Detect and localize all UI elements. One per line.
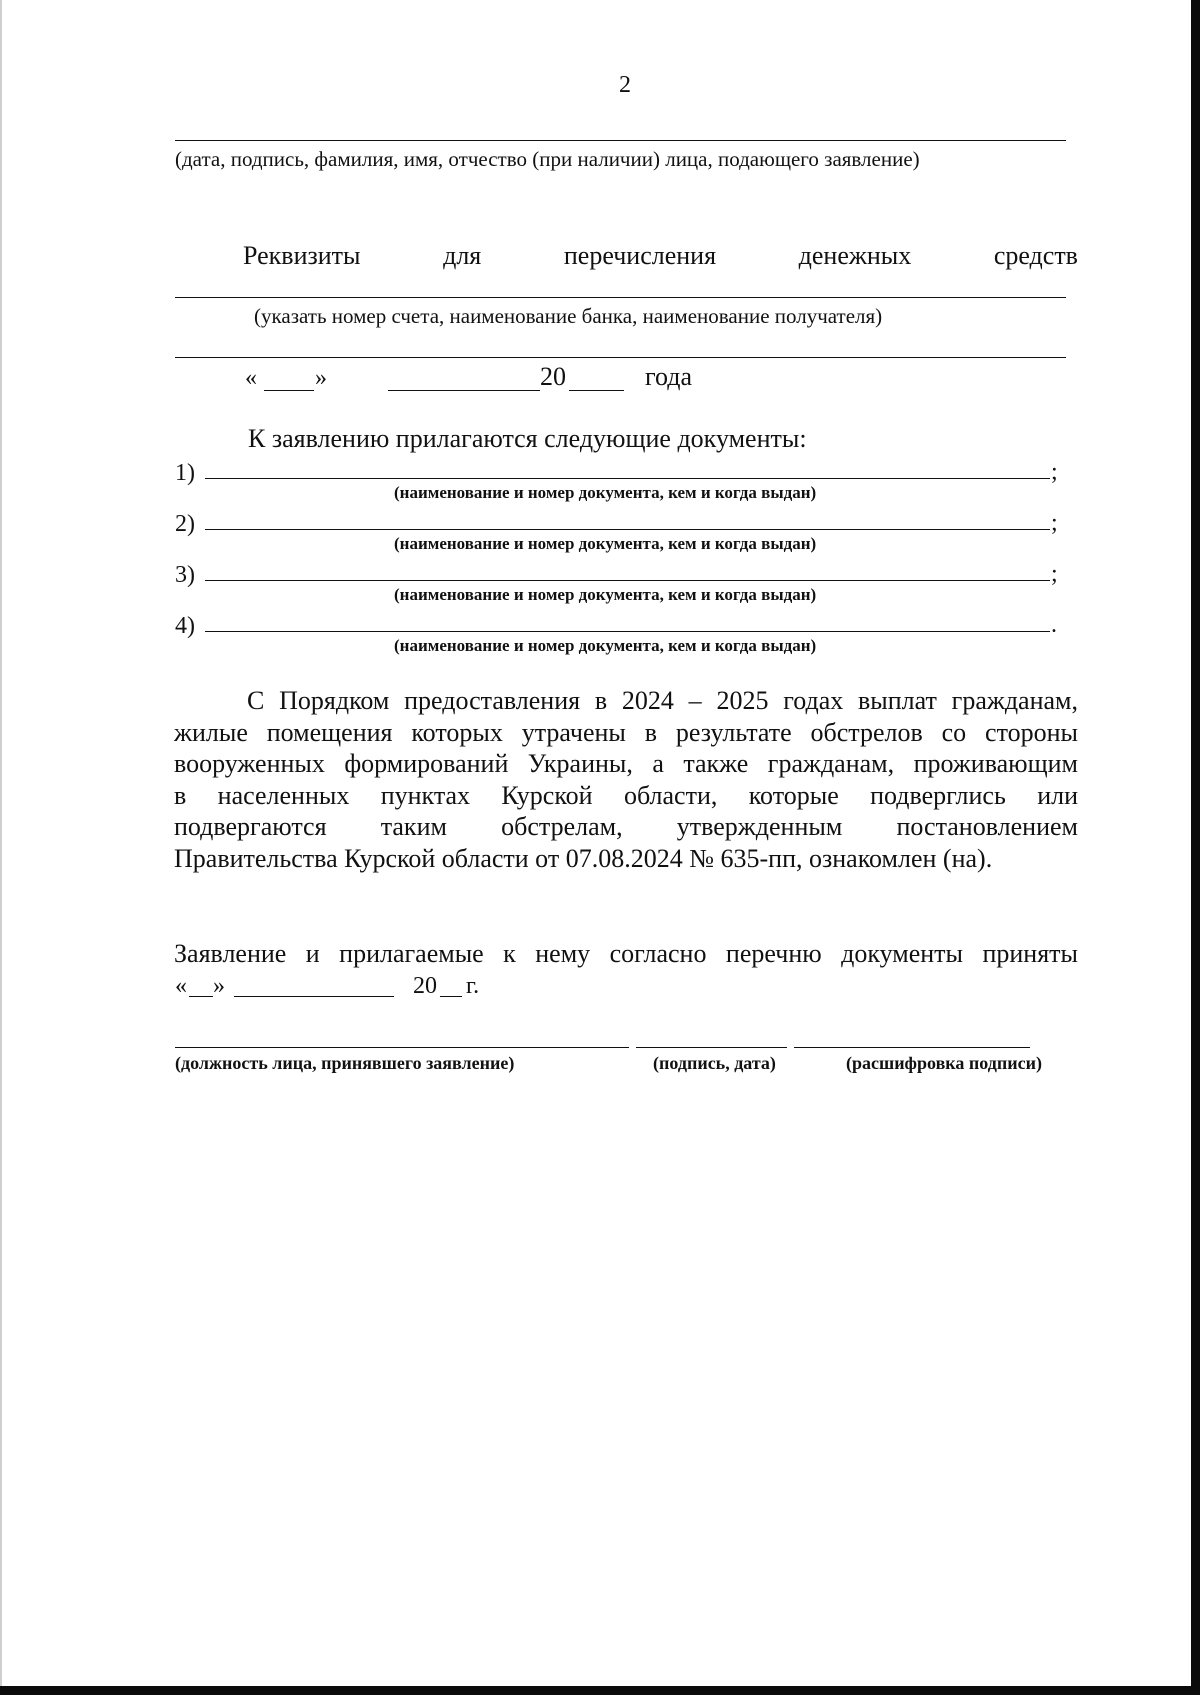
paragraph-line: вооруженных формирований Украины, а также гражданам, проживающим — [174, 749, 1078, 778]
scan-edge-right — [1191, 0, 1200, 1695]
acceptance-year-suffix: г. — [466, 973, 480, 999]
date-month-blank — [388, 390, 540, 391]
attachment-end: ; — [1051, 561, 1058, 587]
acceptance-year-prefix: 20 — [413, 973, 437, 999]
requisites-line-2 — [175, 357, 1066, 358]
paragraph-line: подвергаются таким обстрелам, утвержденным постановлением — [174, 812, 1078, 841]
attachment-end: ; — [1051, 510, 1058, 536]
attachment-caption: (наименование и номер документа, кем и когда выдан) — [394, 534, 817, 553]
position-caption: (должность лица, принявшего заявление) — [175, 1053, 515, 1073]
date-suffix: года — [645, 362, 693, 391]
paragraph-line: Правительства Курской области от 07.08.2024 № 635-пп, ознакомлен (на). — [174, 843, 993, 873]
requisites-word: перечисления — [563, 241, 717, 270]
attachment-number: 2) — [175, 511, 195, 537]
requisites-word: средств — [993, 241, 1078, 270]
attachment-line — [205, 580, 1050, 581]
attachment-caption: (наименование и номер документа, кем и когда выдан) — [394, 636, 817, 655]
signature-caption: (подпись, дата) — [653, 1053, 776, 1073]
page-number: 2 — [619, 72, 631, 98]
decoding-line — [794, 1047, 1030, 1048]
attachments-heading: К заявлению прилагаются следующие документы: — [248, 424, 807, 453]
signature-line — [636, 1047, 787, 1048]
attachment-caption: (наименование и номер документа, кем и когда выдан) — [394, 585, 817, 604]
acceptance-paragraph — [174, 938, 1078, 970]
date-open-quote: « — [245, 365, 257, 391]
acceptance-text: Заявление и прилагаемые к нему согласно перечню документы приняты — [174, 939, 1078, 968]
paragraph-line: С Порядком предоставления в 2024 – 2025 годах выплат гражданам, — [247, 686, 1078, 715]
requisites-heading — [243, 241, 1078, 271]
date-year-prefix: 20 — [540, 362, 566, 391]
requisites-word: денежных — [798, 241, 912, 270]
attachment-number: 4) — [175, 613, 195, 639]
requisites-caption: (указать номер счета, наименование банка, наименование получателя) — [254, 304, 883, 328]
attachment-line — [205, 529, 1050, 530]
attachment-end: ; — [1051, 459, 1058, 485]
acceptance-date-open: « — [175, 973, 187, 999]
applicant-caption: (дата, подпись, фамилия, имя, отчество (при наличии) лица, подающего заявление) — [175, 147, 920, 171]
attachment-line — [205, 631, 1050, 632]
attachment-number: 1) — [175, 460, 195, 486]
acknowledgement-paragraph — [174, 685, 1078, 874]
requisites-word: для — [443, 241, 482, 270]
decoding-caption: (расшифровка подписи) — [846, 1053, 1042, 1073]
date-day-blank — [264, 390, 314, 391]
position-line — [175, 1047, 629, 1048]
acceptance-year-blank — [440, 996, 462, 997]
requisites-word: Реквизиты — [243, 241, 361, 270]
attachment-line — [205, 478, 1050, 479]
attachment-caption: (наименование и номер документа, кем и когда выдан) — [394, 483, 817, 502]
scan-edge-bottom — [0, 1686, 1200, 1695]
attachment-number: 3) — [175, 562, 195, 588]
acceptance-date-close: » — [213, 973, 225, 999]
date-year-blank — [569, 390, 624, 391]
requisites-line — [175, 297, 1066, 298]
paragraph-line: в населенных пунктах Курской области, которые подверглись или — [174, 780, 1078, 810]
scan-edge-left — [0, 0, 2, 1695]
acceptance-day-blank — [189, 996, 213, 997]
attachment-end: . — [1051, 612, 1057, 638]
acceptance-month-blank — [234, 996, 394, 997]
paragraph-line: жилые помещения которых утрачены в результате обстрелов со стороны — [174, 717, 1078, 747]
date-close-quote: » — [315, 365, 327, 391]
applicant-signature-line — [175, 140, 1066, 141]
